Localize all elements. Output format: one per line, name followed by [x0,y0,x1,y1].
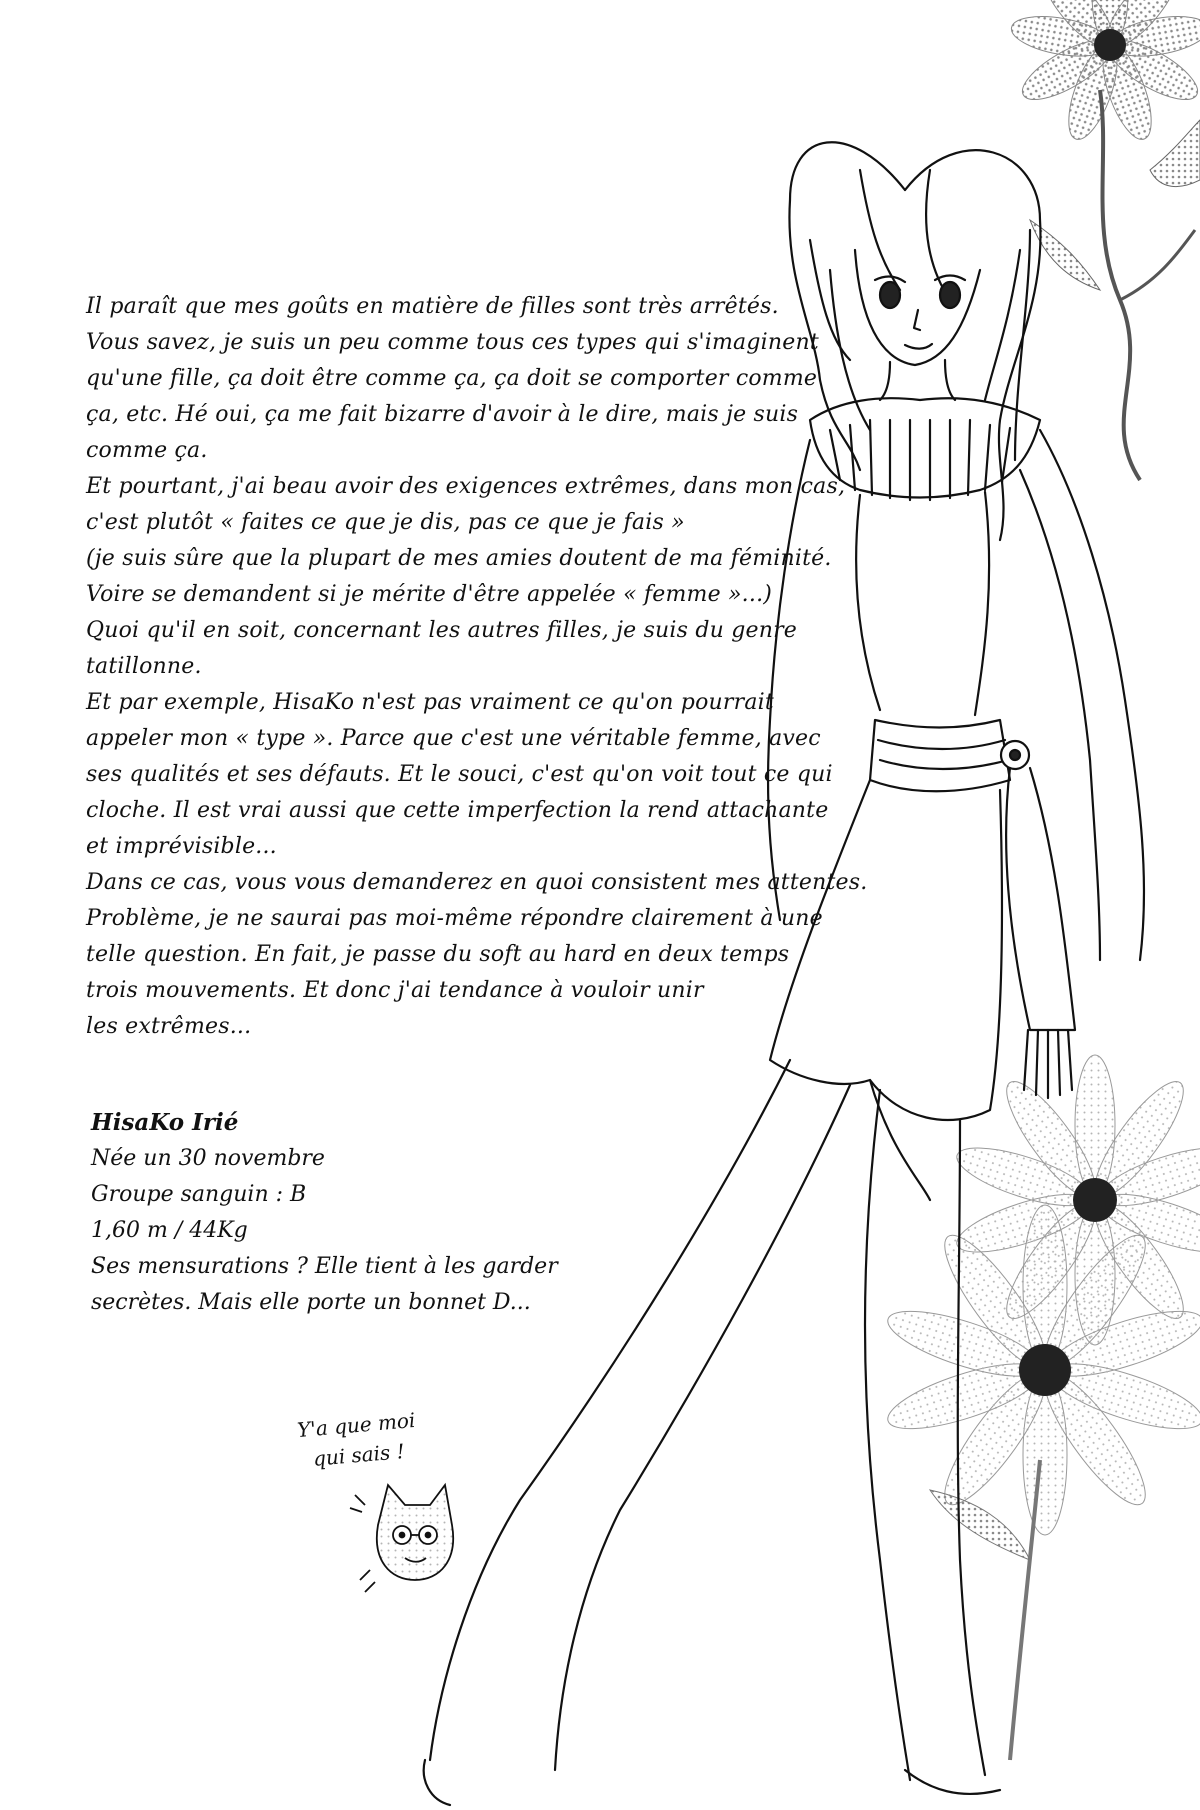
essay-line: et imprévisible... [86,834,277,859]
essay-line: les extrêmes... [86,1014,252,1039]
essay-line: trois mouvements. Et donc j'ai tendance à vouloir unir [86,978,704,1003]
flower-top-right [1008,0,1200,480]
character-profile [91,1105,558,1321]
essay-line: telle question. En fait, je passe du soft au hard en deux temps [86,942,790,967]
character-height-weight: 1,60 m / 44Kg [91,1218,248,1243]
character-measurements: Ses mensurations ? Elle tient à les garder [91,1254,558,1279]
essay-line: Dans ce cas, vous vous demanderez en quoi consistent mes attentes. [86,870,868,895]
character-blood-type: Groupe sanguin : B [91,1182,307,1207]
essay-line: Vous savez, je suis un peu comme tous ces types qui s'imaginent [86,330,819,355]
essay-line: qu'une fille, ça doit être comme ça, ça doit se comporter comme [86,366,818,391]
character-name: HisaKo Irié [91,1109,239,1136]
essay-line: Il paraît que mes goûts en matière de filles sont très arrêtés. [86,294,779,319]
character-measurements-cont: secrètes. Mais elle porte un bonnet D... [91,1290,531,1315]
essay-line: comme ça. [86,438,208,463]
essay-line: Et pourtant, j'ai beau avoir des exigences extrêmes, dans mon cas, [86,474,846,499]
speech-line: Y'a que moi [296,1407,417,1443]
essay-line: ça, etc. Hé oui, ça me fait bizarre d'avoir à le dire, mais je suis [86,402,799,427]
essay-line: Problème, je ne saurai pas moi-même répondre clairement à une [86,906,823,931]
essay-line: c'est plutôt « faites ce que je dis, pas ce que je fais » [86,510,685,535]
essay-text [86,289,868,1045]
character-birthdate: Née un 30 novembre [91,1146,325,1171]
essay-line: Et par exemple, HisaKo n'est pas vraiment ce qu'on pourrait [86,690,774,715]
cat-speech-text [288,1404,428,1476]
flower-middle-right [881,1055,1200,1760]
essay-line: appeler mon « type ». Parce que c'est une véritable femme, avec [86,726,821,751]
essay-line: ses qualités et ses défauts. Et le souci, c'est qu'on voit tout ce qui [86,762,833,787]
essay-line: tatillonne. [86,654,202,679]
cat-doodle-icon [350,1485,453,1592]
essay-line: Quoi qu'il en soit, concernant les autres filles, je suis du genre [86,618,798,643]
speech-line: qui sais ! [312,1438,406,1471]
essay-line: Voire se demandent si je mérite d'être appelée « femme »...) [86,582,773,607]
essay-line: (je suis sûre que la plupart de mes amies doutent de ma féminité. [86,546,832,571]
essay-line: cloche. Il est vrai aussi que cette imperfection la rend attachante [86,798,829,823]
